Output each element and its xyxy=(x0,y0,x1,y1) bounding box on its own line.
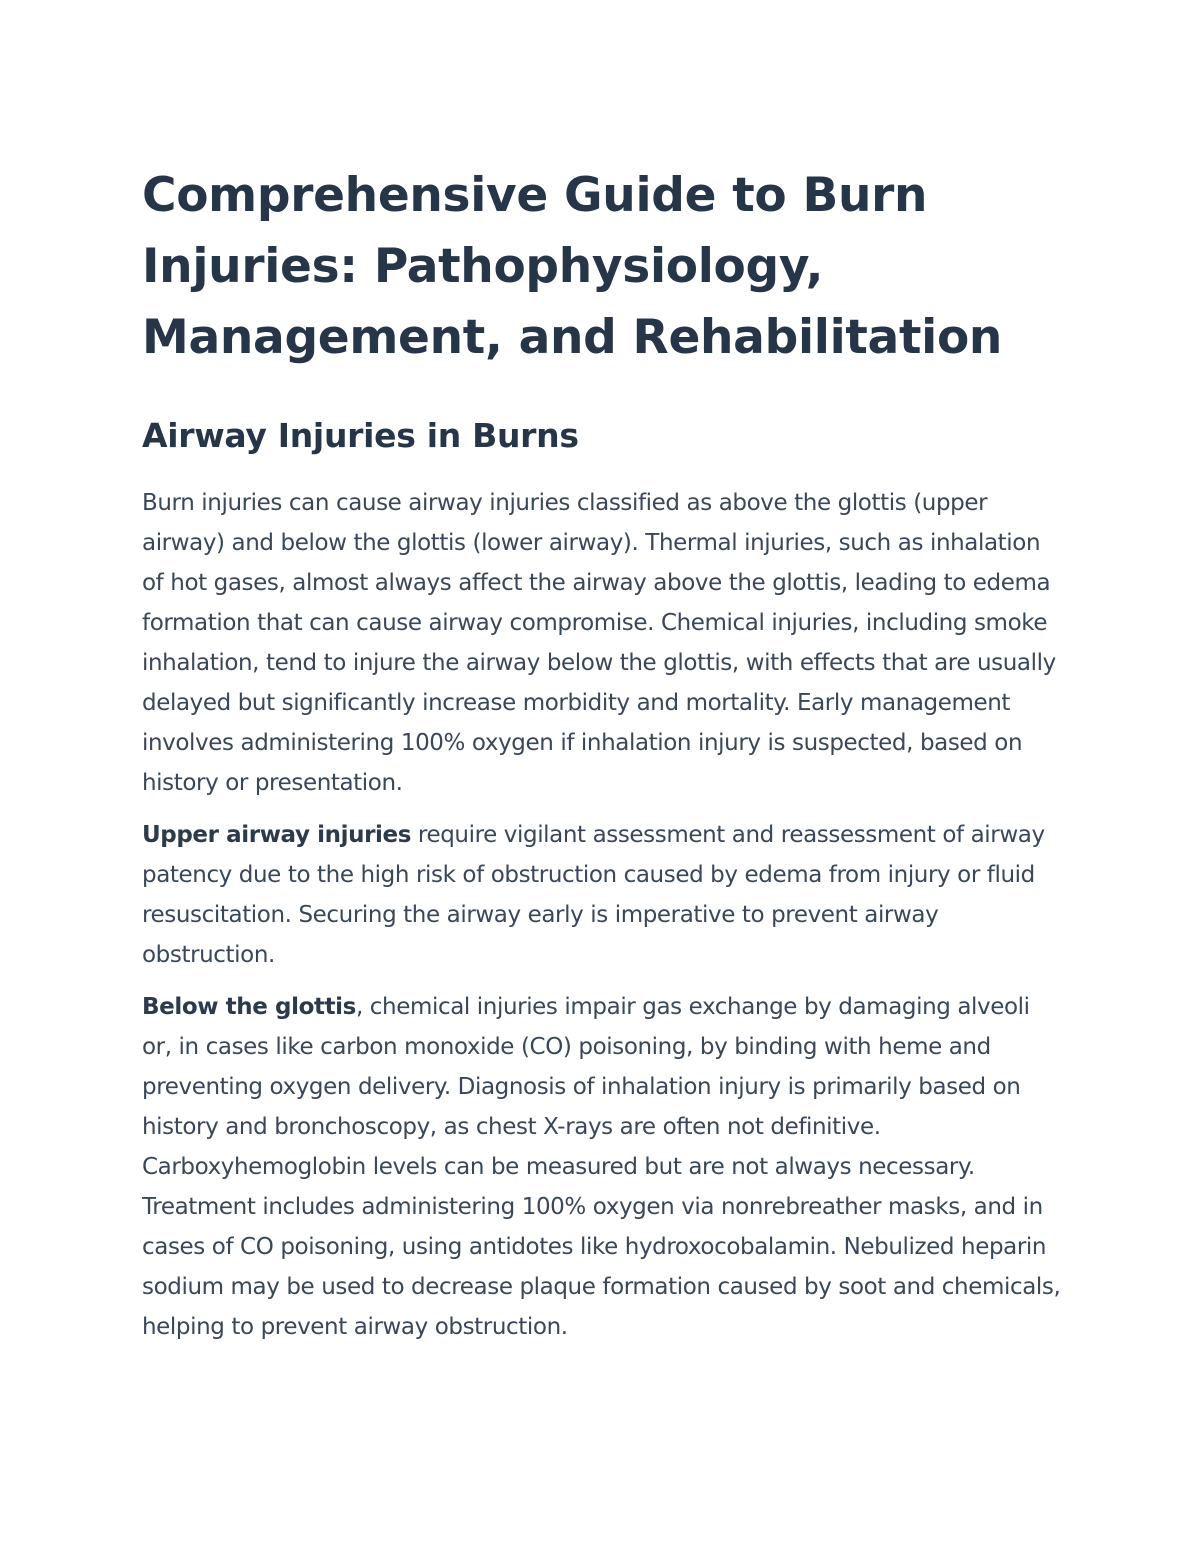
section-heading: Airway Injuries in Burns xyxy=(142,416,579,455)
paragraph-text: require vigilant assessment and reassessment of airway patency due to the high risk of obstruction caused by edema from injury or fluid resuscitation. Securing the airway early is imperative to prevent airway obstruction. xyxy=(142,822,1045,968)
paragraph-below-glottis xyxy=(142,987,1062,1347)
paragraph-airway-overview xyxy=(142,483,1062,803)
document-page xyxy=(142,160,1062,1347)
document-title: Comprehensive Guide to Burn Injuries: Pathophysiology, Management, and Rehabilitation xyxy=(142,168,1003,365)
paragraph-lead-bold: Upper airway injuries xyxy=(142,822,411,848)
paragraph-text: , chemical injuries impair gas exchange by damaging alveoli or, in cases like carbon monoxide (CO) poisoning, by binding with heme and preventing oxygen delivery. Diagnosis of inhalation injury is primarily based on history and bronchoscopy, as chest X-rays are often not definitive. Carboxyhemoglobin levels can be measured but are not always necessary. Treatment includes administering 100% oxygen via nonrebreather masks, and in cases of CO poisoning, using antidotes like hydroxocobalamin. Nebulized heparin sodium may be used to decrease plaque formation caused by soot and chemicals, helping to prevent airway obstruction. xyxy=(142,994,1061,1340)
paragraph-text: Burn injuries can cause airway injuries classified as above the glottis (upper airway) and below the glottis (lower airway). Thermal injuries, such as inhalation of hot gases, almost always affect the airway above the glottis, leading to edema formation that can cause airway compromise. Chemical injuries, including smoke inhalation, tend to injure the airway below the glottis, with effects that are usually delayed but significantly increase morbidity and mortality. Early management involves administering 100% oxygen if inhalation injury is suspected, based on history or presentation. xyxy=(142,490,1056,796)
paragraph-lead-bold: Below the glottis xyxy=(142,994,356,1020)
paragraph-upper-airway xyxy=(142,815,1062,975)
